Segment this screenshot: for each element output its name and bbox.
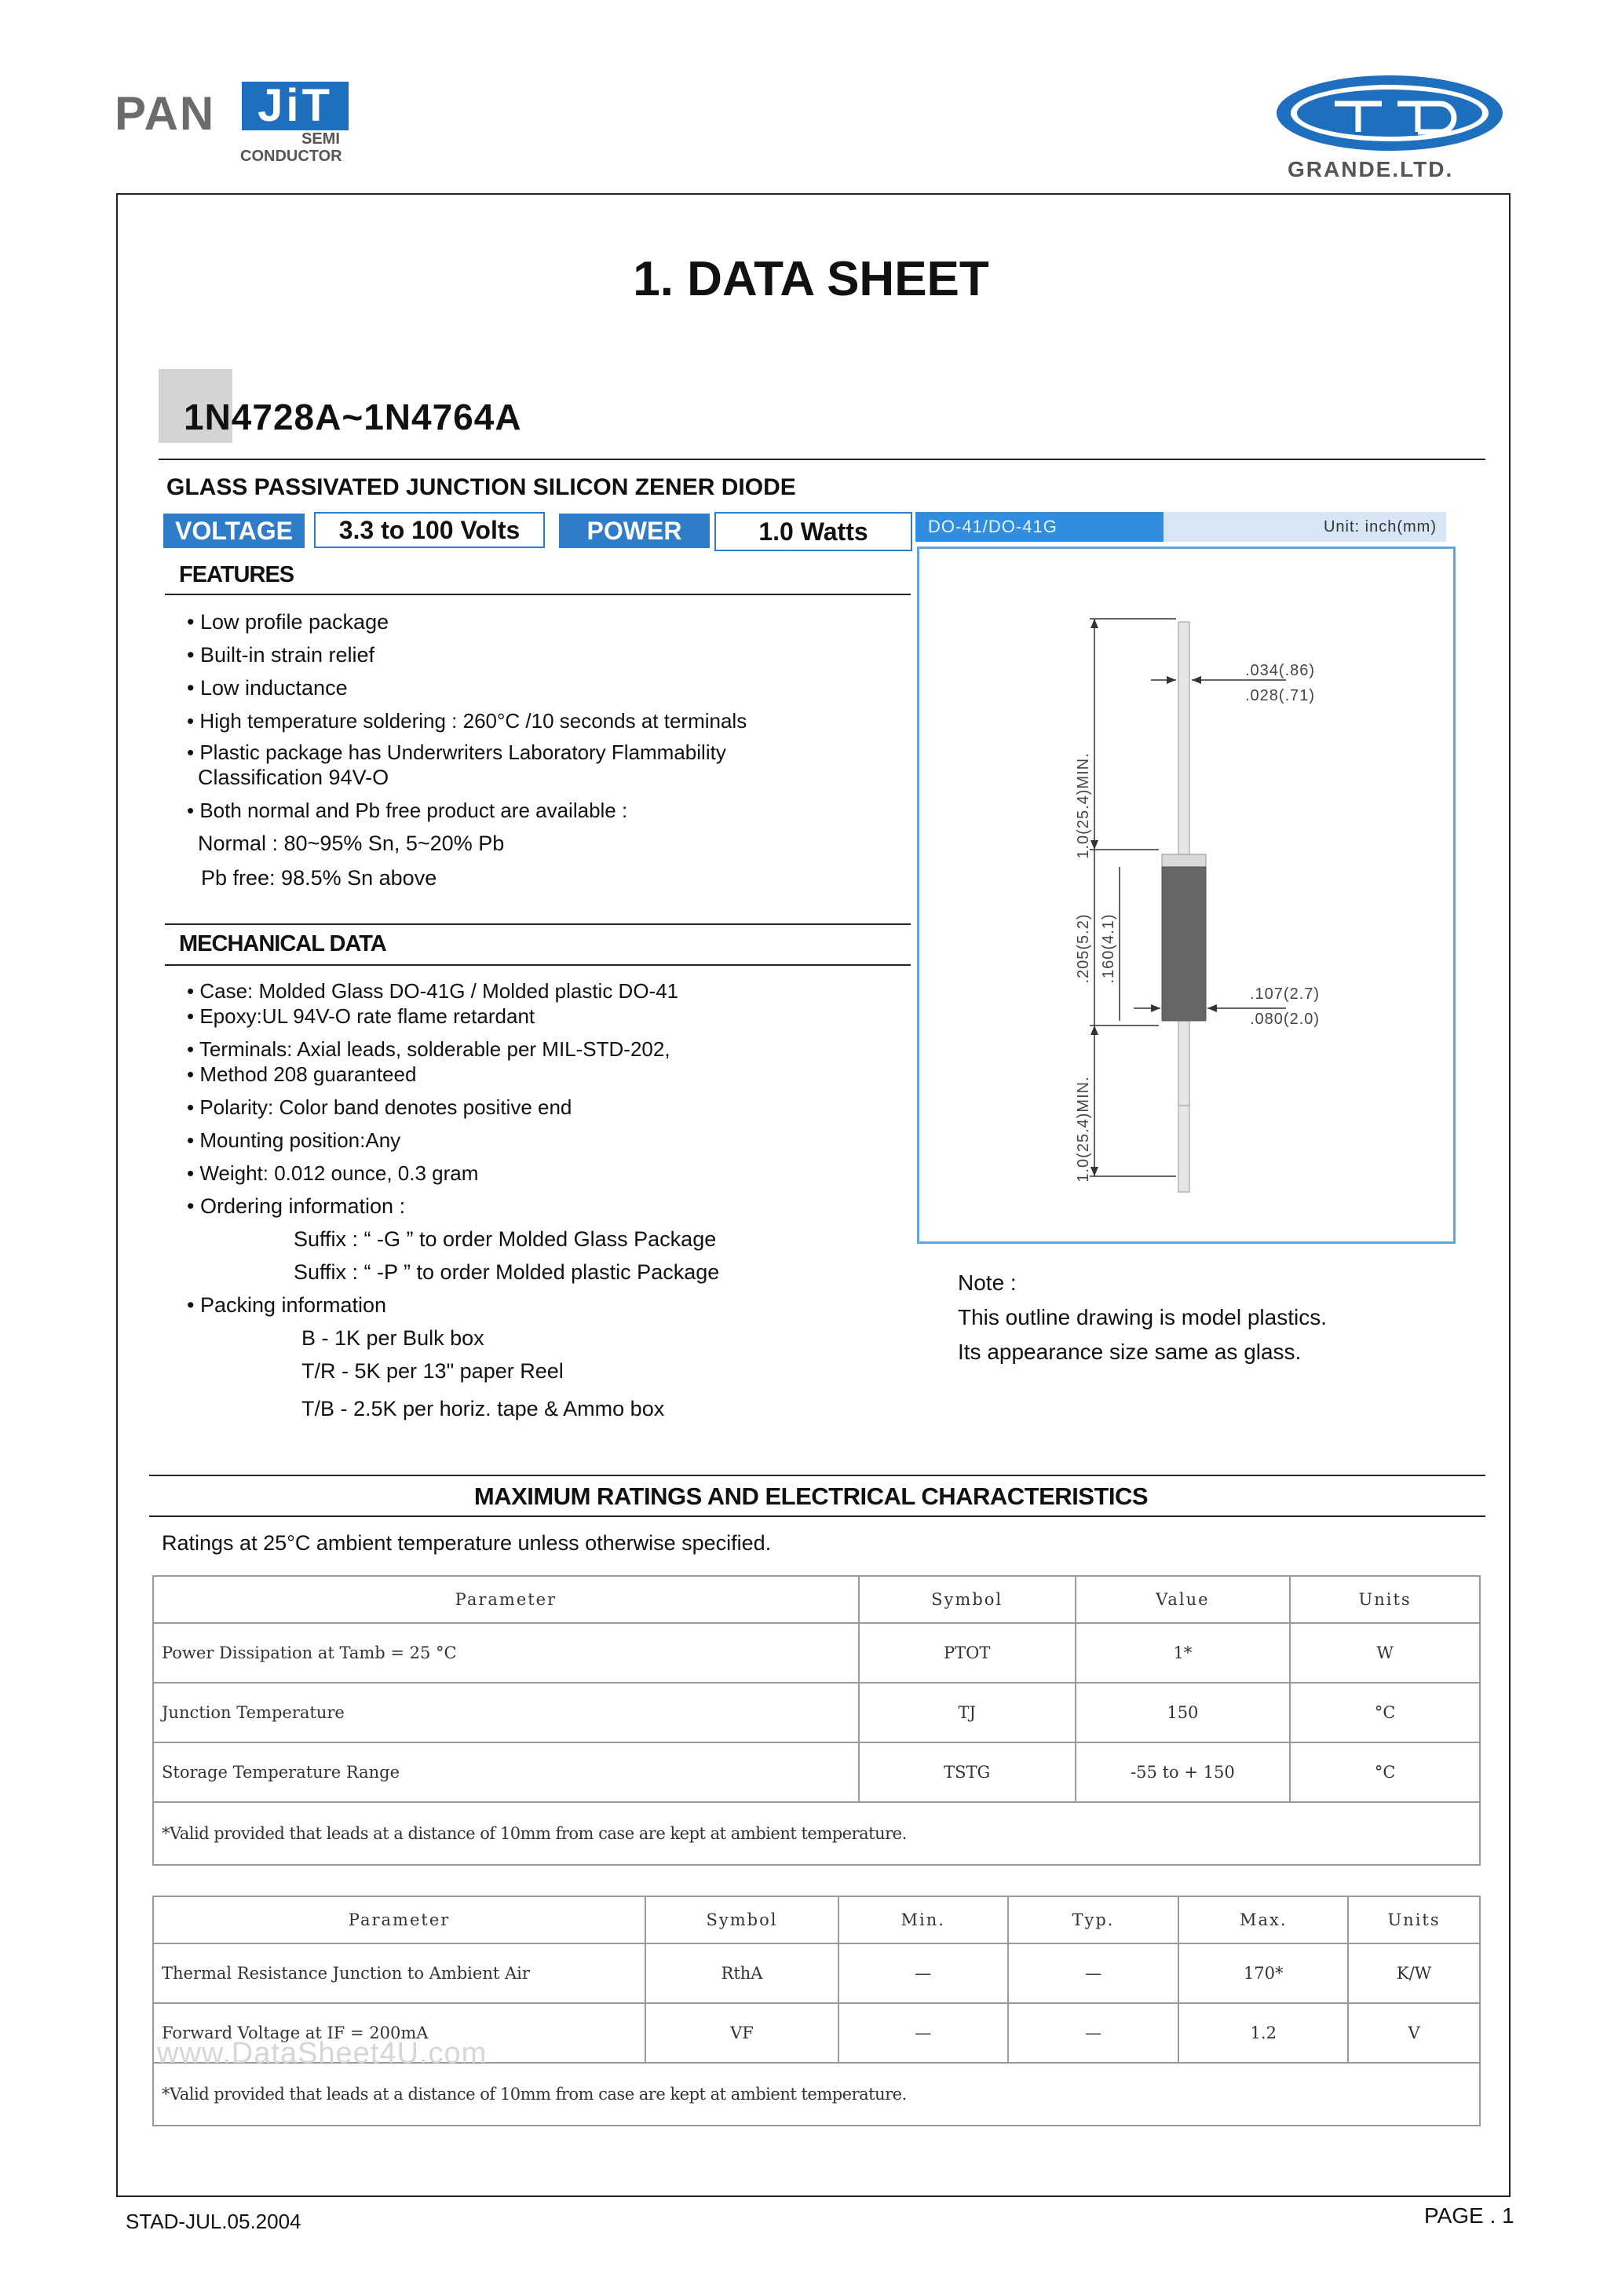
features-list — [187, 609, 893, 898]
table-cell: VF — [645, 2003, 838, 2063]
feature-item: • Built-in strain relief — [187, 643, 375, 667]
mechanical-item: B - 1K per Bulk box — [301, 1326, 484, 1350]
table-cell: Junction Temperature — [153, 1683, 859, 1742]
col-header: Symbol — [859, 1576, 1076, 1623]
table-cell: TSTG — [859, 1742, 1076, 1802]
feature-item: • Both normal and Pb free product are available : — [187, 799, 628, 822]
table-cell: TJ — [859, 1683, 1076, 1742]
dim-lead-dia-min: .028(.71) — [1245, 687, 1316, 704]
mechanical-rule — [165, 964, 911, 966]
power-label-badge: POWER — [559, 514, 710, 548]
feature-item: Normal : 80~95% Sn, 5~20% Pb — [198, 832, 505, 855]
table-cell: Thermal Resistance Junction to Ambient Air — [153, 1943, 645, 2003]
table-row — [153, 1742, 1480, 1802]
mechanical-top-rule — [165, 923, 911, 925]
feature-item: Pb free: 98.5% Sn above — [201, 866, 437, 890]
table-cell: Forward Voltage at IF = 200mA — [153, 2003, 645, 2063]
table-row — [153, 1683, 1480, 1742]
table-cell: W — [1290, 1623, 1480, 1683]
dim-body-len-min: .160(4.1) — [1100, 913, 1117, 984]
panjit-logo-conductor: CONDUCTOR — [240, 148, 342, 165]
product-subtitle: GLASS PASSIVATED JUNCTION SILICON ZENER DIODE — [166, 474, 796, 500]
table-cell: 170* — [1178, 1943, 1348, 2003]
max-ratings-heading: MAXIMUM RATINGS AND ELECTRICAL CHARACTERISTICS — [473, 1483, 1149, 1510]
table-cell: 1.2 — [1178, 2003, 1348, 2063]
table-cell: V — [1348, 2003, 1480, 2063]
mechanical-item: • Weight: 0.012 ounce, 0.3 gram — [187, 1161, 479, 1185]
power-value-badge: 1.0 Watts — [714, 512, 912, 551]
mechanical-item: Suffix : “ -P ” to order Molded plastic Package — [294, 1260, 720, 1284]
col-header: Max. — [1178, 1896, 1348, 1943]
table-footnote: *Valid provided that leads at a distance of 10mm from case are kept at ambient temperature. — [153, 1802, 1480, 1865]
mechanical-item: T/B - 2.5K per horiz. tape & Ammo box — [301, 1397, 665, 1420]
note-line-1: This outline drawing is model plastics. — [958, 1305, 1327, 1329]
col-header: Typ. — [1008, 1896, 1179, 1943]
package-label: DO-41/DO-41G — [915, 512, 1164, 542]
package-outline-drawing — [917, 547, 1456, 1244]
voltage-value-badge: 3.3 to 100 Volts — [314, 512, 545, 548]
voltage-label-badge: VOLTAGE — [163, 514, 305, 548]
features-heading: FEATURES — [179, 562, 294, 587]
col-header: Value — [1076, 1576, 1291, 1623]
table-cell: — — [1008, 1943, 1179, 2003]
feature-item: • Low profile package — [187, 610, 389, 634]
table-cell: °C — [1290, 1683, 1480, 1742]
ratings-table — [152, 1575, 1481, 1866]
col-header: Parameter — [153, 1576, 859, 1623]
dim-lead-dia-max: .034(.86) — [1245, 662, 1316, 679]
table-cell: — — [1008, 2003, 1179, 2063]
feature-item: Classification 94V-O — [198, 766, 389, 789]
watermark: www.DataSheet4U.com — [157, 2037, 488, 2070]
mechanical-item: • Polarity: Color band denotes positive end — [187, 1095, 572, 1119]
dim-body-len-max: .205(5.2) — [1075, 913, 1092, 984]
mechanical-item: • Case: Molded Glass DO-41G / Molded plastic DO-41 — [187, 979, 679, 1003]
table-header-row — [153, 1576, 1480, 1623]
table-cell: — — [838, 1943, 1008, 2003]
table-cell: Power Dissipation at Tamb = 25 °C — [153, 1623, 859, 1683]
mechanical-item: • Ordering information : — [187, 1194, 406, 1218]
mechanical-heading: MECHANICAL DATA — [179, 931, 386, 956]
bottom-lead-lower — [1178, 1018, 1189, 1106]
table-cell: Storage Temperature Range — [153, 1742, 859, 1802]
ratings-condition: Ratings at 25°C ambient temperature unless otherwise specified. — [162, 1531, 772, 1555]
table-row — [153, 1623, 1480, 1683]
page-title: 1. DATA SHEET — [633, 252, 989, 306]
grande-wordmark: GRANDE.LTD. — [1288, 157, 1454, 181]
table-cell: — — [838, 2003, 1008, 2063]
diode-band — [1162, 867, 1206, 1021]
panjit-logo-jit: JiT — [242, 82, 349, 130]
footer-doc-id: STAD-JUL.05.2004 — [126, 2210, 301, 2233]
part-number: 1N4728A~1N4764A — [184, 397, 522, 437]
col-header: Min. — [838, 1896, 1008, 1943]
mechanical-item: • Mounting position:Any — [187, 1128, 401, 1152]
mechanical-item: • Method 208 guaranteed — [187, 1062, 417, 1086]
max-ratings-top-rule — [149, 1475, 1485, 1476]
panjit-logo-pan: PAN — [115, 87, 216, 140]
mechanical-item: Suffix : “ -G ” to order Molded Glass Package — [294, 1227, 717, 1251]
table-footnote-row — [153, 1802, 1480, 1865]
table-cell: 1* — [1076, 1623, 1291, 1683]
outline-note — [958, 1266, 1327, 1369]
table-cell: K/W — [1348, 1943, 1480, 2003]
col-header: Units — [1348, 1896, 1480, 1943]
feature-item: • Plastic package has Underwriters Laboratory Flammability — [187, 740, 726, 764]
mechanical-item: • Terminals: Axial leads, solderable per MIL-STD-202, — [187, 1037, 670, 1061]
feature-item: • Low inductance — [187, 676, 348, 700]
table-cell: RthA — [645, 1943, 838, 2003]
dim-body-dia-min: .080(2.0) — [1250, 1011, 1321, 1028]
table-row — [153, 1943, 1480, 2003]
dim-body-dia-max: .107(2.7) — [1250, 985, 1321, 1003]
bottom-lead — [1178, 1104, 1189, 1192]
table-cell: PTOT — [859, 1623, 1076, 1683]
package-unit: Unit: inch(mm) — [1323, 518, 1437, 536]
thermal-table — [152, 1896, 1481, 2126]
part-number-rule — [159, 459, 1485, 460]
mechanical-item: • Epoxy:UL 94V-O rate flame retardant — [187, 1004, 535, 1028]
table-footnote: *Valid provided that leads at a distance of 10mm from case are kept at ambient temperature. — [153, 2063, 1480, 2126]
grande-logo-icon — [1272, 72, 1507, 154]
panjit-logo-semi: SEMI — [301, 130, 340, 148]
mechanical-item: T/R - 5K per 13" paper Reel — [301, 1359, 564, 1383]
table-header-row — [153, 1896, 1480, 1943]
footer-page-number: PAGE . 1 — [1424, 2203, 1514, 2228]
max-ratings-bottom-rule — [149, 1515, 1485, 1517]
features-rule — [165, 594, 911, 595]
note-title: Note : — [958, 1270, 1017, 1295]
table-cell: 150 — [1076, 1683, 1291, 1742]
feature-item: • High temperature soldering : 260°C /10 seconds at terminals — [187, 709, 747, 733]
package-header — [915, 512, 1446, 542]
table-cell: °C — [1290, 1742, 1480, 1802]
mechanical-item: • Packing information — [187, 1293, 387, 1317]
table-footnote-row — [153, 2063, 1480, 2126]
table-cell: -55 to + 150 — [1076, 1742, 1291, 1802]
dim-lead-len-bottom: 1.0(25.4)MIN. — [1075, 1076, 1092, 1183]
note-line-2: Its appearance size same as glass. — [958, 1340, 1302, 1364]
col-header: Units — [1290, 1576, 1480, 1623]
dim-lead-len-top: 1.0(25.4)MIN. — [1075, 752, 1092, 859]
col-header: Parameter — [153, 1896, 645, 1943]
col-header: Symbol — [645, 1896, 838, 1943]
mechanical-list — [187, 978, 893, 1429]
